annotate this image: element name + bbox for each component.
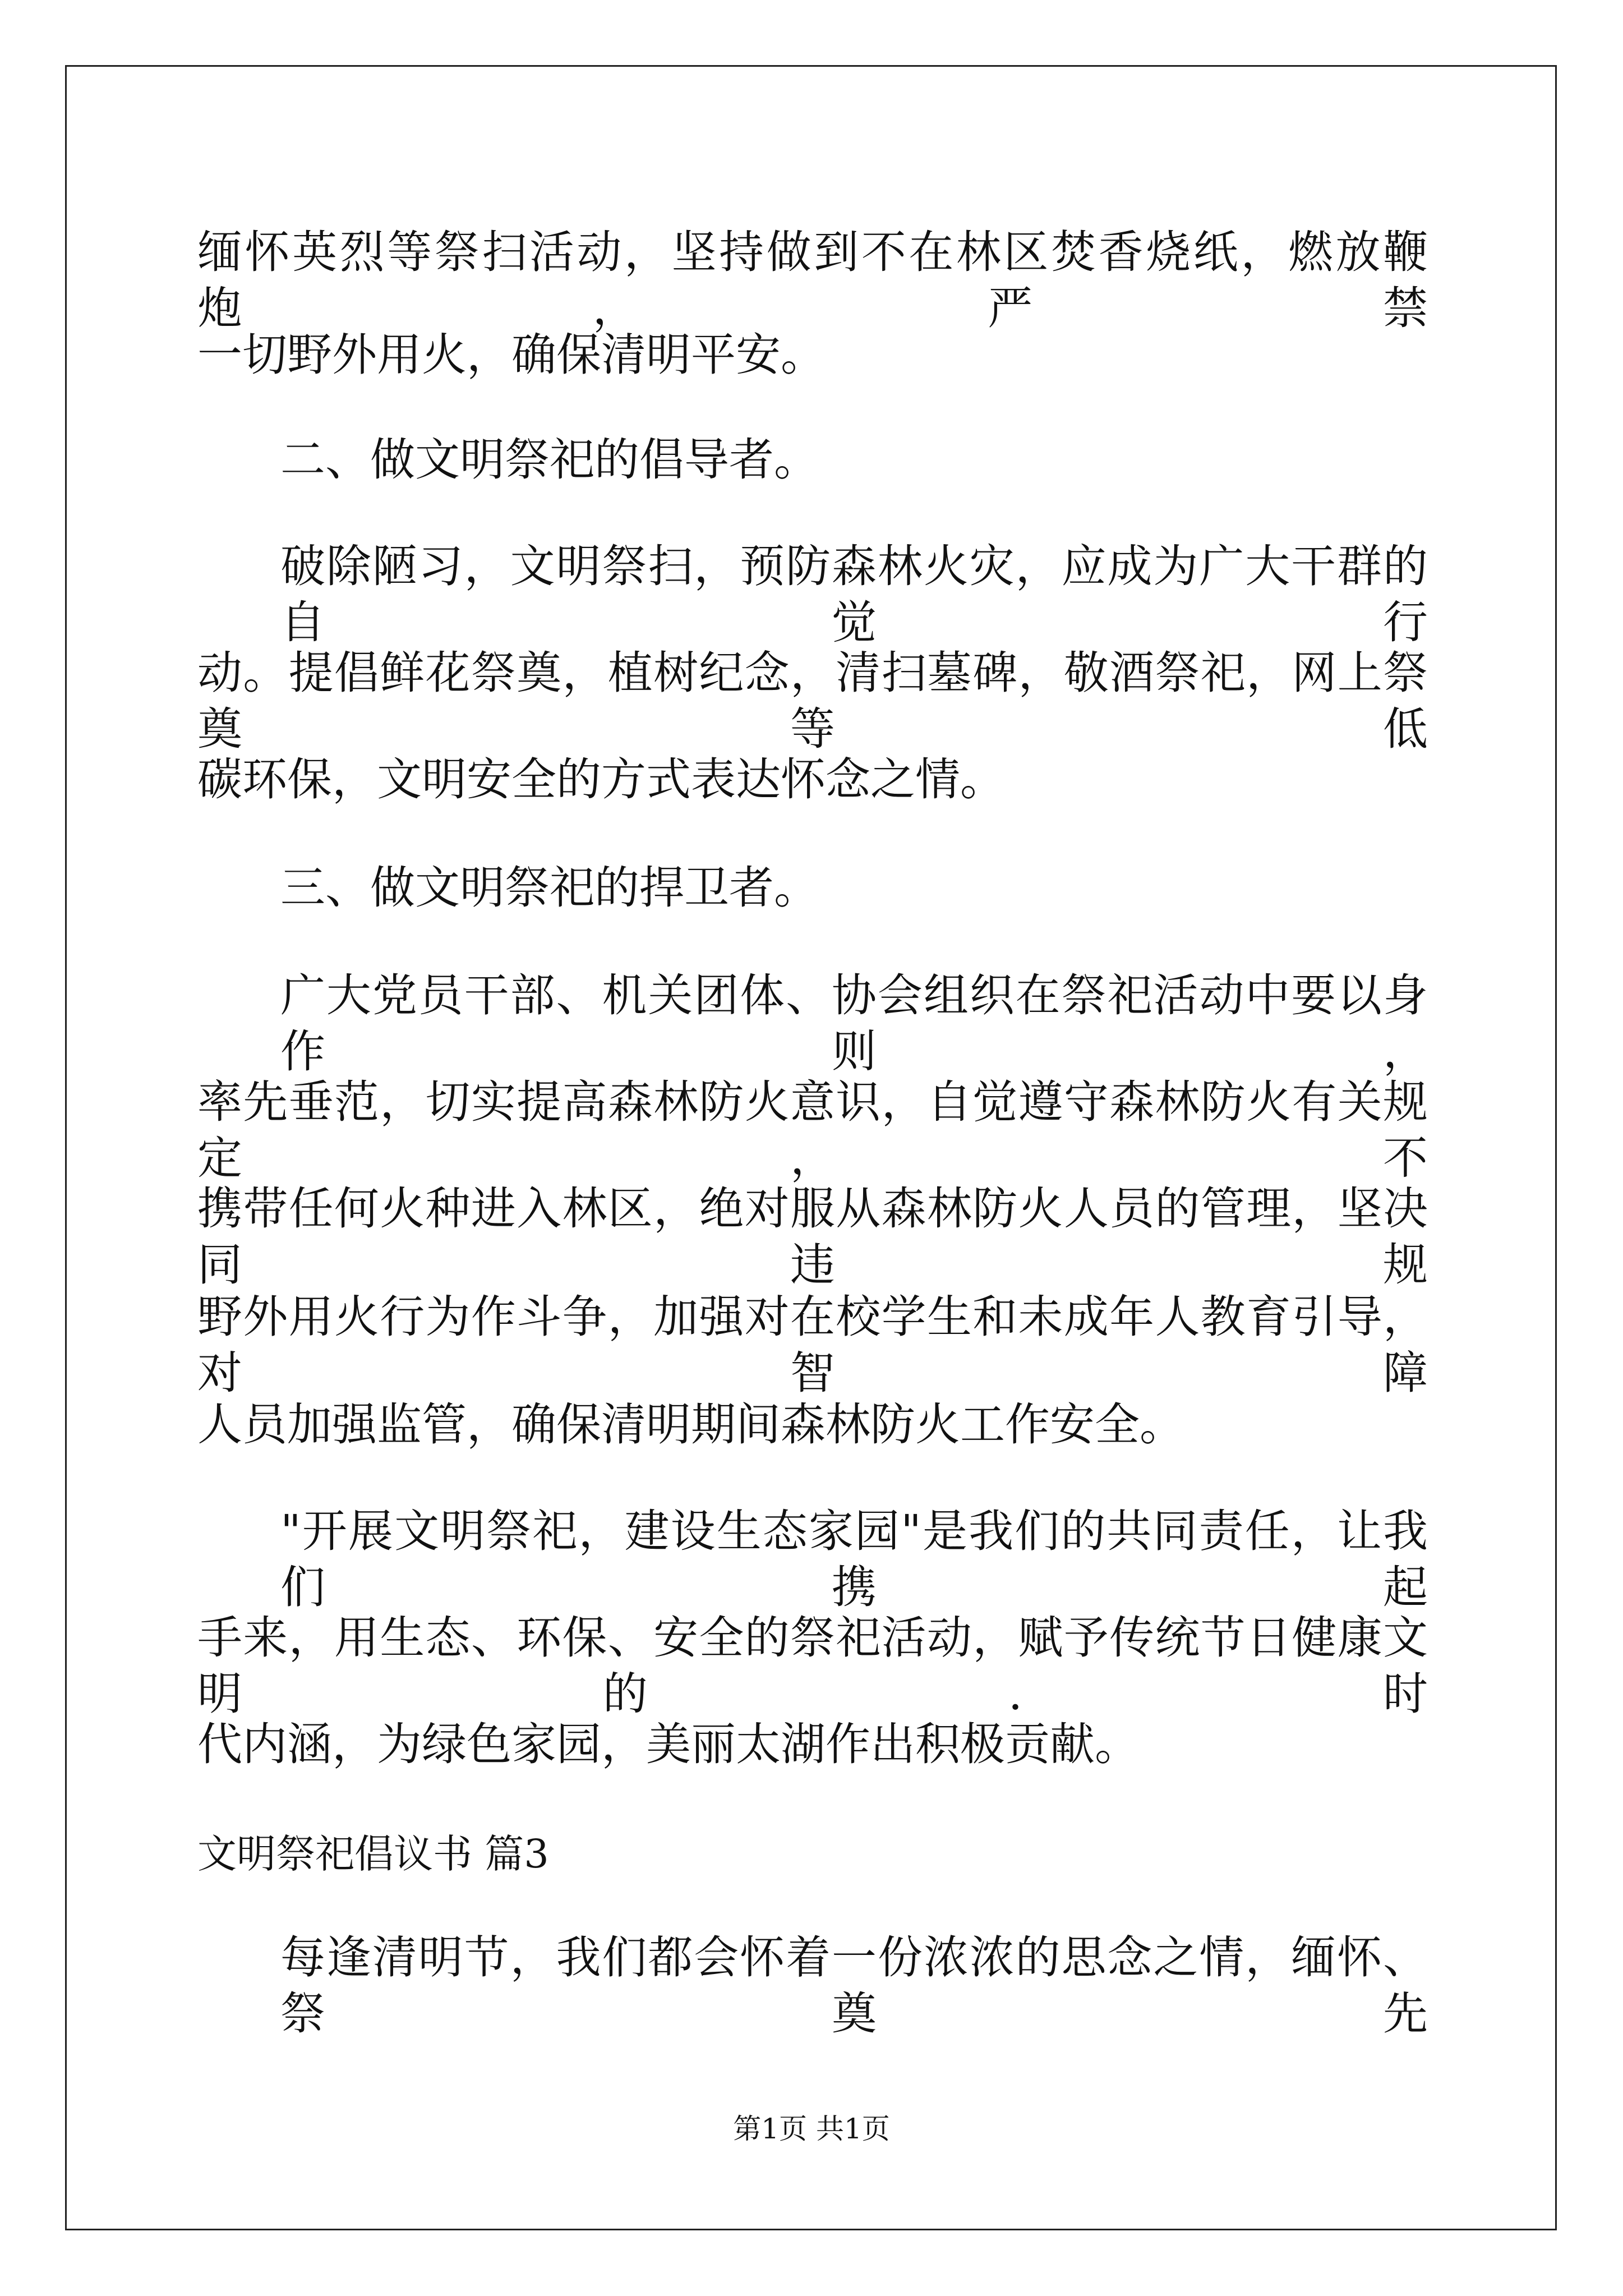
text-line-15: 代内涵，为绿色家园，美丽太湖作出积极贡献。: [197, 1718, 1140, 1770]
text-line-13: "开展文明祭祀，建设生态家园"是我们的共同责任，让我们携起: [280, 1505, 1428, 1613]
text-line-11: 野外用火行为作斗争，加强对在校学生和未成年人教育引导，对智障: [197, 1291, 1428, 1399]
text-line-12: 人员加强监管，确保清明期间森林防火工作安全。: [197, 1398, 1184, 1451]
text-line-4: 破除陋习，文明祭扫，预防森林火灾，应成为广大干群的自觉行: [280, 540, 1428, 648]
text-line-14: 手来，用生态、环保、安全的祭祀活动，赋予传统节日健康文明的.时: [197, 1612, 1428, 1720]
section-heading-2: 二、做文明祭祀的倡导者。: [280, 434, 819, 486]
text-line-6: 碳环保，文明安全的方式表达怀念之情。: [197, 753, 1005, 806]
text-line-9: 率先垂范，切实提高森林防火意识，自觉遵守森林防火有关规定，不: [197, 1076, 1428, 1184]
article-heading: 文明祭祀倡议书 篇3: [197, 1831, 549, 1877]
text-line-17: 每逢清明节，我们都会怀着一份浓浓的思念之情，缅怀、祭奠先: [280, 1931, 1428, 2040]
text-line-2: 一切野外用火，确保清明平安。: [197, 329, 826, 381]
text-line-8: 广大党员干部、机关团体、协会组织在祭祀活动中要以身作则，: [280, 969, 1428, 1078]
text-line-10: 携带任何火种进入林区，绝对服从森林防火人员的管理，坚决同违规: [197, 1182, 1428, 1291]
text-line-5: 动。提倡鲜花祭奠，植树纪念，清扫墓碑，敬酒祭祀，网上祭奠等低: [197, 647, 1428, 755]
page-footer: 第1页 共1页: [733, 2113, 890, 2145]
section-heading-3: 三、做文明祭祀的捍卫者。: [280, 862, 819, 914]
text-line-1: 缅怀英烈等祭扫活动，坚持做到不在林区焚香烧纸，燃放鞭炮，严禁: [197, 226, 1428, 334]
